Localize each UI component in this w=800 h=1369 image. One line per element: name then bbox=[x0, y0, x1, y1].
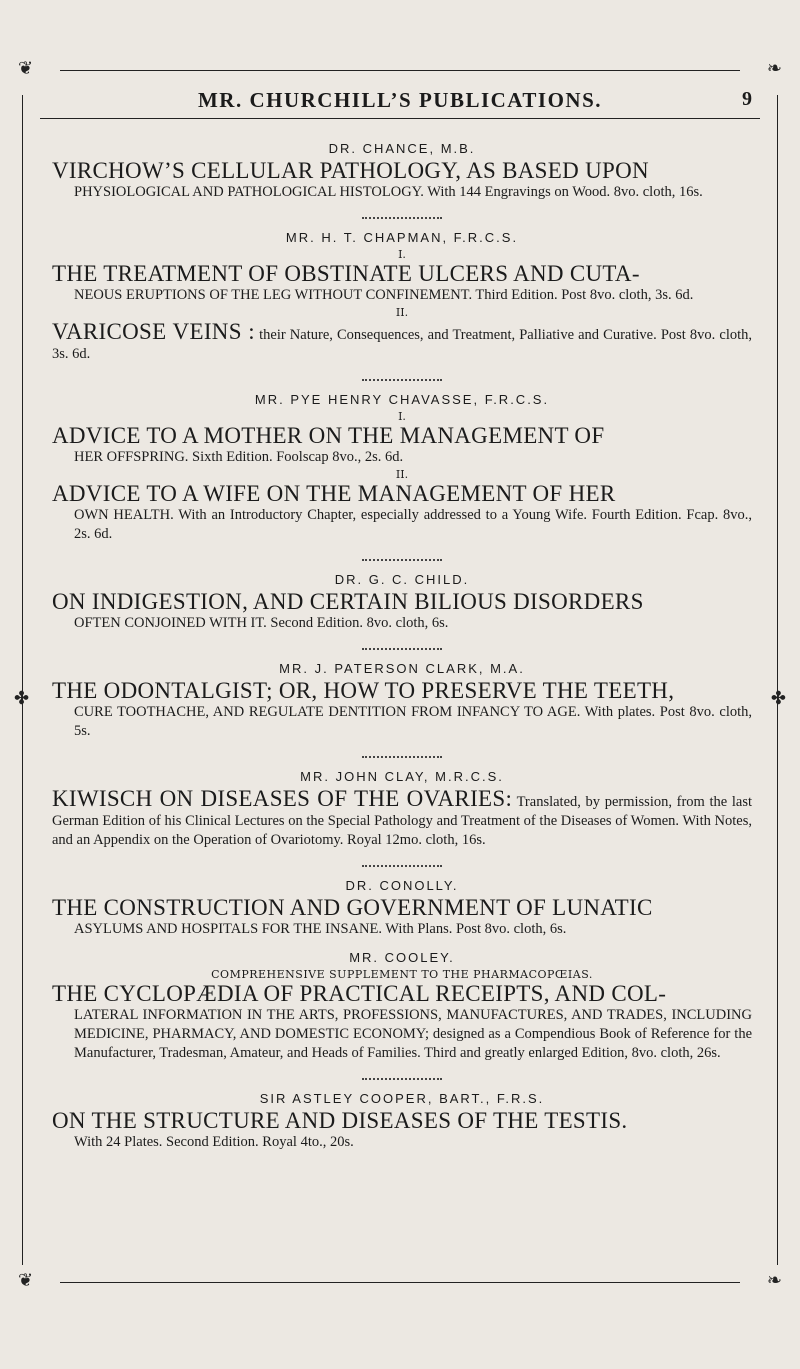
book-entry-inline bbox=[52, 786, 752, 850]
catalogue-entry bbox=[52, 229, 752, 364]
supplement-heading: COMPREHENSIVE SUPPLEMENT TO THE PHARMACOPŒIAS. bbox=[211, 968, 593, 981]
page-number: 9 bbox=[742, 88, 752, 110]
book-details: OFTEN CONJOINED WITH IT. Second Edition. 8vo. cloth, 6s. bbox=[74, 615, 449, 631]
book-details: Translated, by permission, from the last German Edition of his Clinical Lectures on the Special Pathology and Treatment of the Diseases of Women. With Notes, and an Appendix on the Operation of Ovariotomy. Royal 12mo. cloth, 16s. bbox=[52, 794, 752, 848]
wavy-separator bbox=[362, 212, 442, 219]
catalogue-listing bbox=[52, 130, 752, 1152]
header-rule bbox=[40, 118, 760, 119]
book-details: LATERAL INFORMATION IN THE ARTS, PROFESSIONS, MANUFACTURES, AND TRADES, INCLUDING MEDICINE, PHARMACY, AND DOMESTIC ECONOMY; designed as a Compendious Book of Reference for the Manufacturer, Tradesman, Amateur, and Heads of Families. Third and greatly enlarged Edition, 8vo. cloth, 26s. bbox=[74, 1007, 752, 1061]
book-details: HER OFFSPRING. Sixth Edition. Foolscap 8vo., 2s. 6d. bbox=[74, 449, 404, 465]
book-details: OWN HEALTH. With an Introductory Chapter, especially addressed to a Young Wife. Fourth Edition. Fcap. 8vo., 2s. 6d. bbox=[74, 507, 752, 542]
book-title: THE ODONTALGIST; OR, HOW TO PRESERVE THE TEETH, bbox=[52, 678, 675, 703]
book-details: CURE TOOTHACHE, AND REGULATE DENTITION FROM INFANCY TO AGE. With plates. Post 8vo. cloth, 5s. bbox=[74, 704, 752, 739]
item-numeral: II. bbox=[395, 306, 409, 319]
book-title: ON THE STRUCTURE AND DISEASES OF THE TESTIS. bbox=[52, 1108, 628, 1133]
book-title: ADVICE TO A WIFE ON THE MANAGEMENT OF HER bbox=[52, 481, 616, 506]
book-title: VIRCHOW’S CELLULAR PATHOLOGY, AS BASED UPON bbox=[52, 158, 649, 183]
wavy-separator bbox=[362, 554, 442, 561]
author-heading: MR. JOHN CLAY, M.R.C.S. bbox=[300, 769, 504, 784]
author-heading: DR. CHANCE, M.B. bbox=[328, 141, 476, 156]
item-numeral: I. bbox=[398, 248, 406, 261]
author-heading: DR. G. C. CHILD. bbox=[334, 572, 470, 587]
book-title: KIWISCH ON DISEASES OF THE OVARIES: bbox=[52, 786, 513, 811]
catalogue-entry bbox=[52, 571, 752, 633]
top-border-rule bbox=[60, 70, 740, 71]
book-title: ON INDIGESTION, AND CERTAIN BILIOUS DISORDERS bbox=[52, 589, 644, 614]
book-details: ASYLUMS AND HOSPITALS FOR THE INSANE. With Plans. Post 8vo. cloth, 6s. bbox=[74, 921, 567, 937]
author-heading: SIR ASTLEY COOPER, BART., F.R.S. bbox=[259, 1091, 545, 1106]
catalogue-entry bbox=[52, 391, 752, 544]
wavy-separator bbox=[362, 643, 442, 650]
wavy-separator bbox=[362, 751, 442, 758]
book-entry-inline bbox=[52, 319, 752, 364]
book-details: NEOUS ERUPTIONS OF THE LEG WITHOUT CONFINEMENT. Third Edition. Post 8vo. cloth, 3s. 6d. bbox=[74, 287, 694, 303]
catalogue-entry bbox=[52, 768, 752, 850]
corner-flourish-icon: ❧ bbox=[766, 1270, 782, 1291]
book-title: THE CYCLOPÆDIA OF PRACTICAL RECEIPTS, AND COL- bbox=[52, 981, 667, 1006]
catalogue-entry bbox=[52, 877, 752, 939]
item-numeral: I. bbox=[398, 410, 406, 423]
side-ornament-icon: ✤ bbox=[14, 688, 30, 709]
book-details: their Nature, Consequences, and Treatment, Palliative and Curative. Post 8vo. cloth, 3s. 6d. bbox=[52, 327, 753, 362]
left-border-rule bbox=[22, 95, 23, 1265]
book-title: THE TREATMENT OF OBSTINATE ULCERS AND CUTA- bbox=[52, 261, 640, 286]
book-title: ADVICE TO A MOTHER ON THE MANAGEMENT OF bbox=[52, 423, 605, 448]
book-title: THE CONSTRUCTION AND GOVERNMENT OF LUNATIC bbox=[52, 895, 653, 920]
author-heading: MR. J. PATERSON CLARK, M.A. bbox=[279, 661, 525, 676]
wavy-separator bbox=[362, 860, 442, 867]
corner-flourish-icon: ❦ bbox=[18, 1270, 34, 1291]
book-title: VARICOSE VEINS : bbox=[52, 319, 256, 344]
running-title: MR. CHURCHILL’S PUBLICATIONS. bbox=[197, 88, 603, 112]
book-details: With 24 Plates. Second Edition. Royal 4to., 20s. bbox=[74, 1134, 354, 1150]
catalogue-entry bbox=[52, 140, 752, 202]
side-ornament-icon: ✤ bbox=[770, 688, 786, 709]
author-heading: MR. PYE HENRY CHAVASSE, F.R.C.S. bbox=[254, 392, 550, 407]
catalogue-entry bbox=[52, 949, 752, 1063]
catalogue-entry bbox=[52, 1090, 752, 1152]
author-heading: MR. H. T. CHAPMAN, F.R.C.S. bbox=[285, 230, 519, 245]
book-details: PHYSIOLOGICAL AND PATHOLOGICAL HISTOLOGY. With 144 Engravings on Wood. 8vo. cloth, 16s. bbox=[74, 184, 703, 200]
author-heading: MR. COOLEY. bbox=[349, 950, 455, 965]
wavy-separator bbox=[362, 374, 442, 381]
author-heading: DR. CONOLLY. bbox=[345, 878, 459, 893]
corner-flourish-icon: ❦ bbox=[18, 58, 34, 79]
wavy-separator bbox=[362, 1073, 442, 1080]
right-border-rule bbox=[777, 95, 778, 1265]
bottom-border-rule bbox=[60, 1282, 740, 1283]
corner-flourish-icon: ❧ bbox=[766, 58, 782, 79]
item-numeral: II. bbox=[395, 468, 409, 481]
catalogue-entry bbox=[52, 660, 752, 741]
